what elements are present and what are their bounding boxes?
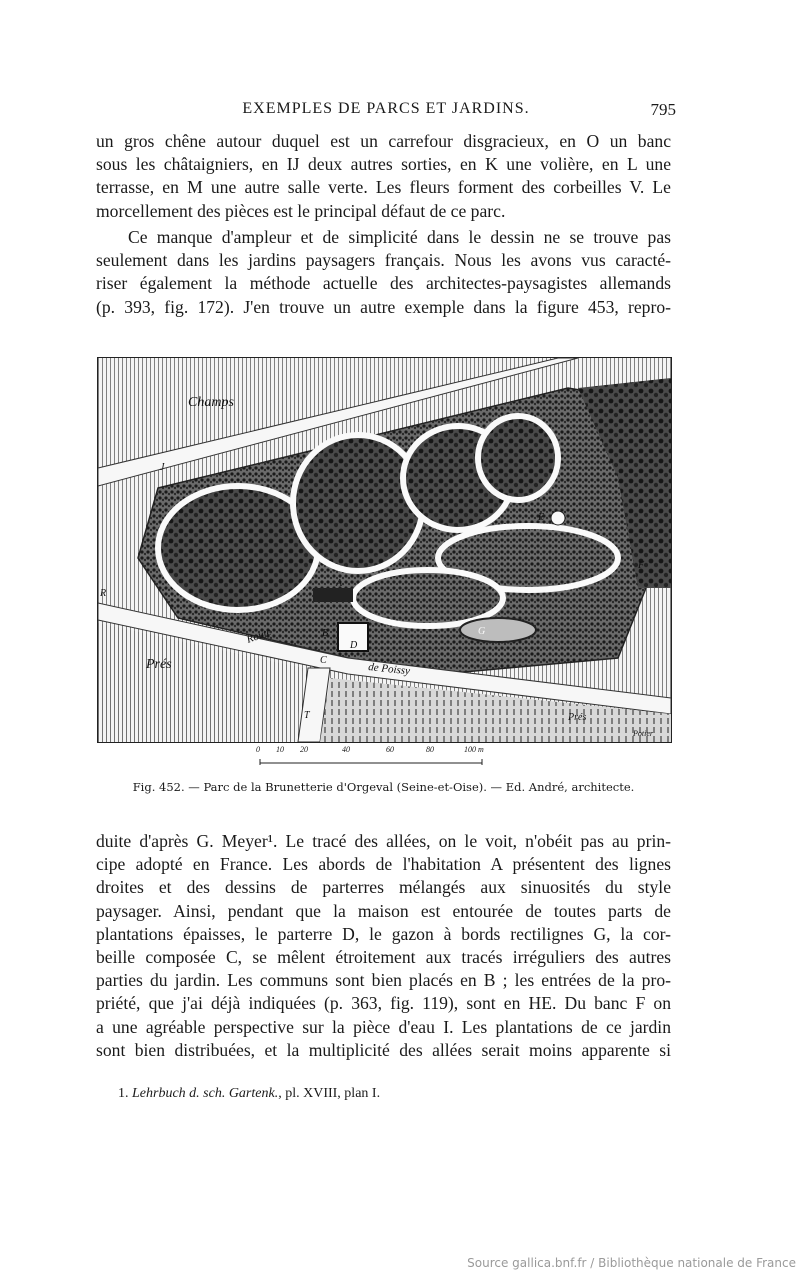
lawn-northeast (478, 416, 558, 500)
text-line: droites et des dessins de parterres mélangés aux sinuosités du style (96, 877, 671, 898)
running-head (96, 98, 676, 122)
letter-f: F (638, 560, 645, 571)
text-line: Ce manque d'ampleur et de simplicité dans le dessin ne se trouve pas (128, 227, 671, 247)
text-line: priété, que j'ai déjà indiquées (p. 363, fig. 119), sont en HE. Du banc F on (96, 993, 671, 1014)
scale-label: 80 (426, 745, 434, 754)
text-line: parties du jardin. Les communs sont bien placés en B ; les entrées de la pro- (96, 970, 671, 991)
letter-t: T (304, 710, 310, 721)
source-credit: Source gallica.bnf.fr / Bibliothèque nationale de France (467, 1256, 796, 1270)
text-line: terrasse, en M une autre salle verte. Les fleurs forment des corbeilles V. Le (96, 177, 671, 198)
scale-bar (256, 745, 496, 771)
figure-caption: Fig. 452. — Parc de la Brunetterie d'Orgeval (Seine-et-Oise). — Ed. André, architecte. (132, 780, 635, 794)
text-line: plantations épaisses, le parterre D, le gazon à bords rectilignes G, la cor- (96, 923, 671, 944)
scale-label: 40 (342, 745, 350, 754)
footnote-title: Lehrbuch d. sch. Gartenk. (132, 1086, 279, 1101)
text-line: un gros chêne autour duquel est un carrefour disgracieux, en O un banc (96, 131, 671, 151)
park-plan-figure (97, 357, 672, 743)
text-line: (p. 393, fig. 172). J'en trouve un autre exemple dans la figure 453, repro- (96, 296, 671, 317)
text-line: riser également la méthode actuelle des architectes-paysagistes allemands (96, 273, 671, 294)
letter-r: R (100, 588, 107, 599)
letter-g: G (478, 626, 486, 637)
letter-c: C (320, 655, 327, 666)
fountain (551, 511, 565, 525)
paragraph-1 (96, 130, 671, 223)
running-title: EXEMPLES DE PARCS ET JARDINS. (242, 100, 530, 117)
scale-label: 20 (300, 745, 308, 754)
text-line: sont bien distribuées, et la multiplicité des allées serait moins apparente si (96, 1039, 671, 1060)
letter-d: D (350, 640, 358, 651)
label-de-poissy: de Poissy (367, 661, 411, 678)
paragraph-2 (96, 226, 671, 319)
letter-a: A (336, 578, 343, 589)
page-number: 795 (650, 100, 676, 119)
lawn-south (353, 570, 503, 626)
lawn-center (293, 435, 423, 571)
scale-label: 60 (386, 745, 394, 754)
footnote (118, 1086, 380, 1102)
scale-label: 0 (256, 745, 260, 754)
scale-label: 100 m (464, 745, 484, 754)
text-line: beille composée C, se mêlent étroitement aux tracés irréguliers des autres (96, 946, 671, 967)
letter-e: E (538, 512, 545, 523)
scale-label: 10 (276, 745, 284, 754)
text-line: seulement dans les jardins paysagers français. Nous les avons vus caracté- (96, 250, 671, 271)
footnote-rest: , pl. XVIII, plan I. (278, 1086, 381, 1101)
label-prairie: Prés (568, 712, 587, 723)
label-pres: Prés (146, 657, 172, 672)
text-line: paysager. Ainsi, pendant que la maison est entourée de toutes parts de (96, 900, 671, 921)
text-line: a une agréable perspective sur la pièce d'eau I. Les plantations de ce jardin (96, 1016, 671, 1037)
text-line: cipe adopté en France. Les abords de l'habitation A présentent des lignes (96, 854, 671, 875)
text-line: morcellement des pièces est le principal défaut de ce parc. (96, 200, 506, 221)
letter-b: B (322, 628, 329, 639)
letter-j: J (160, 462, 165, 473)
water-piece (460, 618, 536, 642)
text-line: duite d'après G. Meyer¹. Le tracé des allées, on le voit, n'obéit pas au prin- (96, 831, 671, 851)
text-line: sous les châtaigniers, en IJ deux autres sorties, en K une volière, en L une (96, 154, 671, 175)
label-route: Route (244, 625, 274, 646)
park-plan-engraving (98, 358, 671, 742)
label-champs: Champs (188, 395, 234, 410)
scale-bar-line (256, 745, 496, 771)
label-signature: Potier (633, 729, 653, 738)
paragraph-3 (96, 830, 671, 1062)
outbuilding (313, 588, 353, 602)
footnote-number: 1. (118, 1086, 129, 1101)
